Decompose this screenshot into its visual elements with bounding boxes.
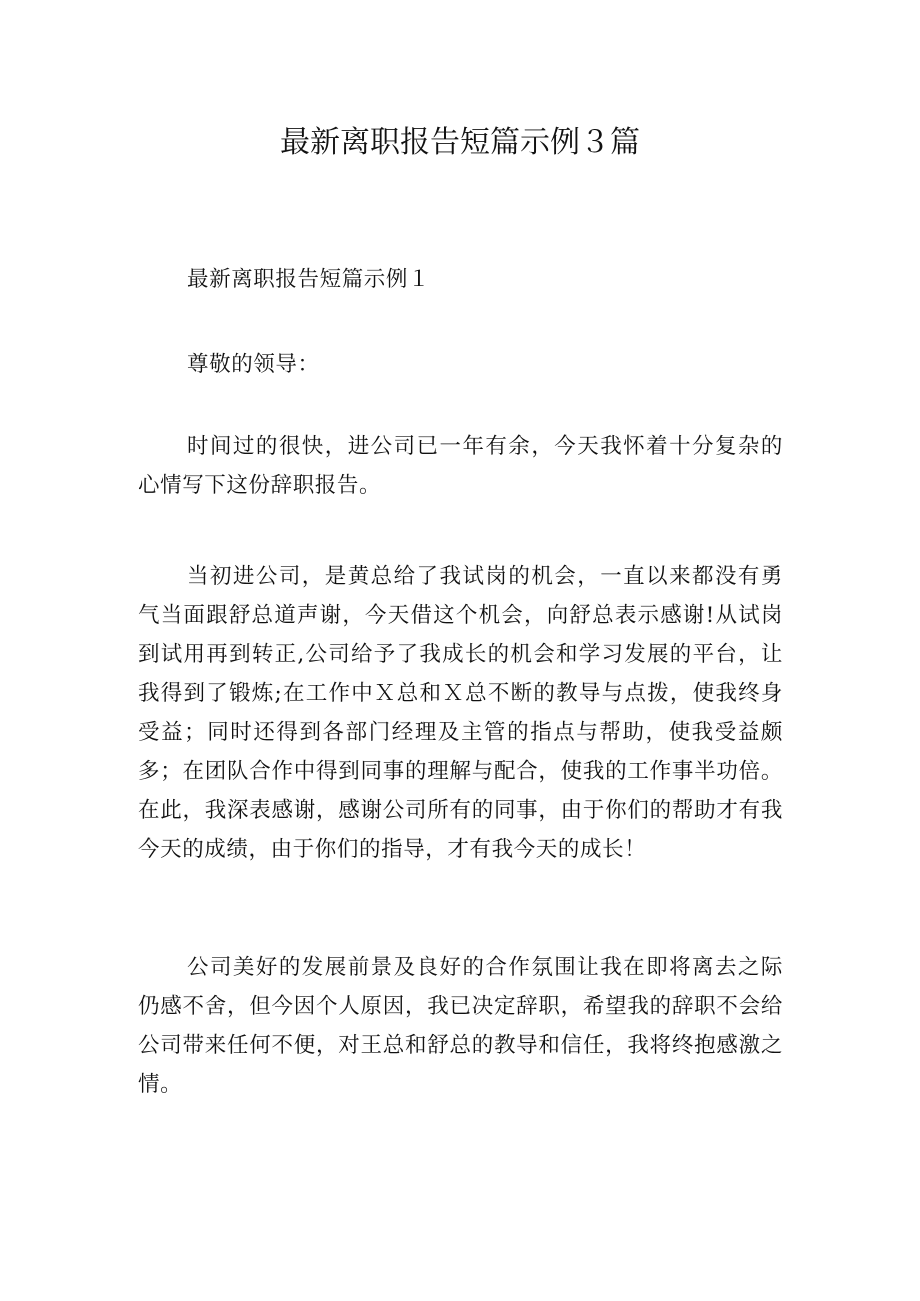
paragraph-2: 当初进公司，是黄总给了我试岗的机会，一直以来都没有勇气当面跟舒总道声谢，今天借这个机会，向舒总表示感谢!从试岗到试用再到转正,公司给予了我成长的机会和学习发展的平台，让我得到了锻炼;在工作中Ｘ总和Ｘ总不断的教导与点拨，使我终身受益；同时还得到各部门经理及主管的指点与帮助，使我受益颇多；在团队合作中得到同事的理解与配合，使我的工作事半功倍。在此，我深表感谢，感谢公司所有的同事，由于你们的帮助才有我今天的成绩，由于你们的指导，才有我今天的成长！ — [138, 564, 783, 862]
greeting: 尊敬的领导： — [187, 352, 320, 377]
paragraph-3: 公司美好的发展前景及良好的合作氛围让我在即将离去之际仍感不舍，但今因个人原因，我已决定辞职，希望我的辞职不会给公司带来任何不便，对王总和舒总的教导和信任，我将终抱感激之情。 — [138, 955, 783, 1097]
document-title: 最新离职报告短篇示例３篇 — [280, 125, 640, 160]
paragraph-1: 时间过的很快，进公司已一年有余，今天我怀着十分复杂的心情写下这份辞职报告。 — [138, 434, 783, 498]
section-heading: 最新离职报告短篇示例１ — [187, 267, 431, 292]
